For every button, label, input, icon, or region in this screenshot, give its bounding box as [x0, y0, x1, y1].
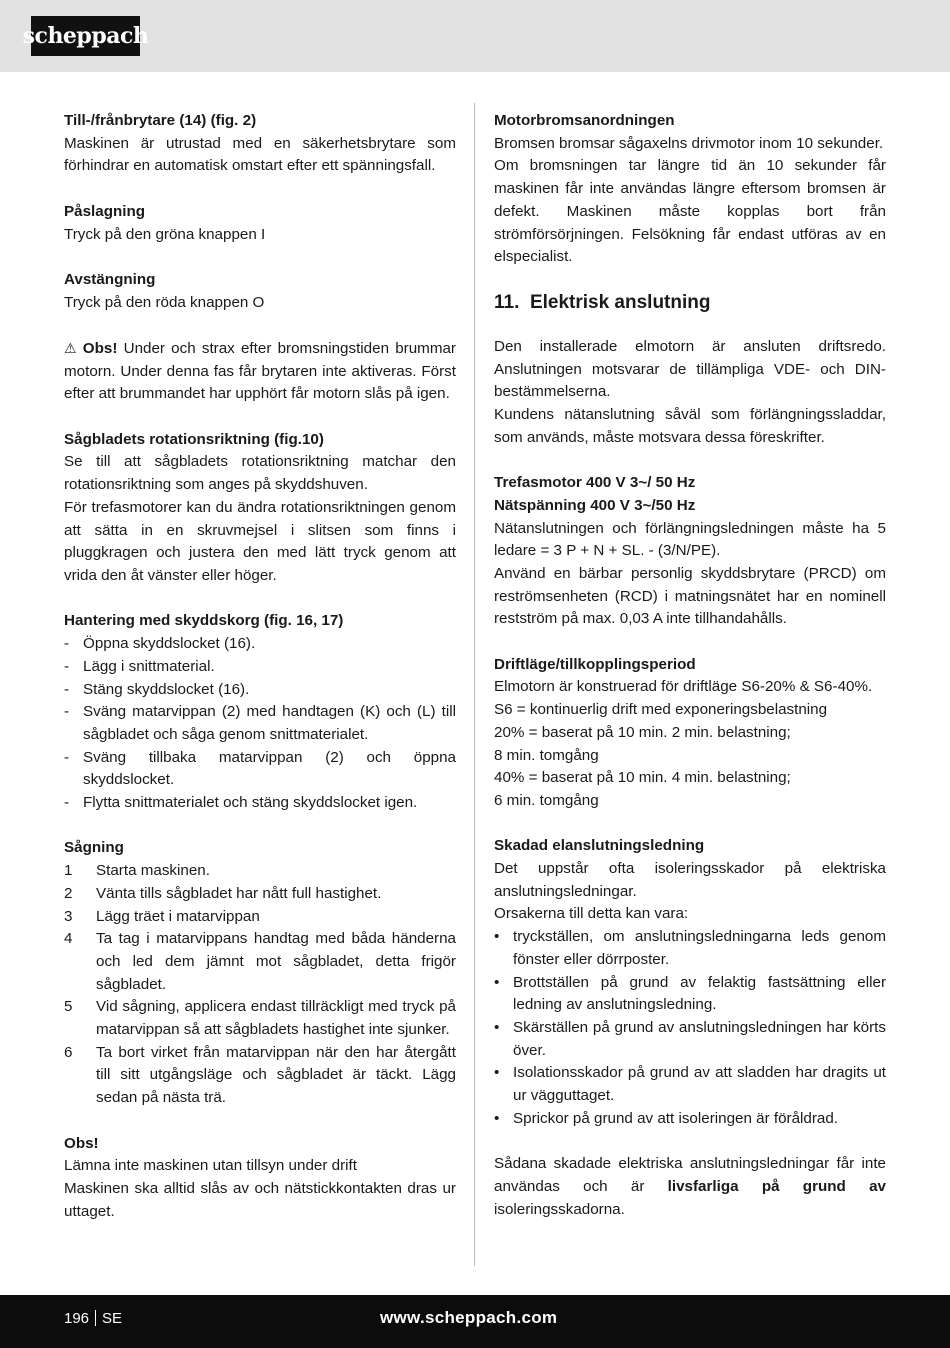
rotation-text-2: För trefasmotorer kan du ändra rotationsriktningen genom att sätta in en skruvmejsel i slitsen som finns i pluggkragen och justera den med lätt tryck genom att vrida den åt vänster eller höger. [64, 498, 456, 584]
list-item: 2 Vänta tills sågbladet har nått full hastighet. [64, 884, 382, 902]
duty-line: 8 min. tomgång [494, 746, 599, 764]
list-item: - Sväng tillbaka matarvippan (2) och öppna skyddslocket. [64, 748, 456, 789]
footer-bar [0, 1295, 950, 1348]
damage-text-2: Orsakerna till detta kan vara: [494, 905, 689, 923]
saw-heading: Sågning [64, 839, 124, 857]
on-text: Tryck på den gröna knappen I [64, 225, 266, 243]
brake-text-2: Om bromsningen tar längre tid än 10 sekunder får maskinen får inte användas längre eftersom bromsen är defekt. Maskinen måste kopplas bort från strömförsörjningen. Felsökning får endast utföras av en elspecialist. [494, 157, 886, 266]
list-item: 3 Lägg träet i matarvippan [64, 907, 260, 925]
scheppach-logo: scheppach [31, 16, 140, 56]
elec-text-2: Kundens nätanslutning såväl som förlängningssladdar, som används, måste motsvara dessa föreskrifter. [494, 406, 886, 446]
bullet-icon: • [494, 1109, 500, 1127]
section-title [494, 290, 886, 316]
note-text-2: Maskinen ska alltid slås av och nätstickkontakten dras ur uttaget. [64, 1179, 456, 1220]
list-item: • Sprickor på grund av att isoleringen är föråldrad. [494, 1108, 886, 1131]
left-column [64, 110, 456, 1223]
rotation-text-1: Se till att sågbladets rotationsriktning matchar den rotationsriktning som anges på skyddshuven. [64, 453, 456, 494]
section-number: 11. [494, 291, 520, 313]
language-code: SE [102, 1310, 123, 1327]
three-phase-heading: Trefasmotor 400 V 3~/ 50 Hz [494, 474, 696, 492]
duty-line: 40% = baserat på 10 min. 4 min. belastning; [494, 769, 791, 787]
list-item: 4 Ta tag i matarvippans handtag med båda händerna och led dem jämnt mot sågbladet, detta frigör sågbladet. [64, 930, 456, 993]
off-heading: Avstängning [64, 270, 156, 288]
duty-line: S6 = kontinuerlig drift med exponeringsbelastning [494, 701, 828, 719]
warning-paragraph [64, 337, 456, 406]
list-item: - Lägg i snittmaterial. [64, 657, 215, 675]
page-number: 196 SE [64, 1310, 123, 1327]
note-text-1: Lämna inte maskinen utan tillsyn under drift [64, 1157, 357, 1175]
list-item: • Isolationsskador på grund av att sladden har dragits ut ur vägguttaget. [494, 1064, 886, 1105]
elec-text-1: Den installerade elmotorn är ansluten driftsredo. Anslutningen motsvarar de tillämpliga VDE- och DIN-bestämmelserna. [494, 337, 886, 401]
damage-heading: Skadad elanslutningsledning [494, 837, 705, 855]
note-heading: Obs! [64, 1134, 99, 1152]
duty-line: Elmotorn är konstruerad för driftläge S6-20% & S6-40%. [494, 678, 873, 696]
bullet-icon: • [494, 1064, 500, 1082]
damage-text-1: Det uppstår ofta isoleringsskador på elektriska anslutningsledningar. [494, 860, 886, 900]
right-column [494, 110, 886, 1221]
list-item: • Brottställen på grund av felaktig fastsättning eller ledning av anslutningsledning. [494, 973, 886, 1014]
on-heading: Påslagning [64, 202, 146, 220]
three-phase-text-2: Använd en bärbar personlig skyddsbrytare (PRCD) om reströmsenheten (RCD) i matningsnätet har en nominell restström på max. 0,03 A inte tillhandahålls. [494, 564, 886, 628]
section-title-text: Elektrisk anslutning [529, 291, 711, 313]
list-item: • Skärställen på grund av anslutningsledningen har körts över. [494, 1018, 886, 1059]
voltage-heading: Nätspänning 400 V 3~/50 Hz [494, 496, 696, 514]
list-item: - Öppna skyddslocket (16). [64, 635, 256, 653]
list-item: 1 Starta maskinen. [64, 862, 210, 880]
rotation-heading: Sågbladets rotationsriktning (fig.10) [64, 430, 324, 448]
switch-heading: Till-/frånbrytare (14) (fig. 2) [64, 112, 257, 129]
off-text: Tryck på den röda knappen O [64, 293, 265, 311]
bullet-icon: • [494, 973, 500, 991]
duty-heading: Driftläge/tillkopplingsperiod [494, 655, 696, 673]
warning-triangle-icon: ⚠ [64, 339, 77, 356]
header-bar [0, 0, 950, 72]
duty-line: 20% = baserat på 10 min. 2 min. belastning; [494, 723, 791, 741]
three-phase-text-1: Nätanslutningen och förlängningsledningen måste ha 5 ledare = 3 P + N + SL. - (3/N/PE). [494, 519, 886, 560]
list-item: - Stäng skyddslocket (16). [64, 680, 250, 698]
bullet-icon: • [494, 1018, 500, 1036]
list-item: - Flytta snittmaterialet och stäng skyddslocket igen. [64, 794, 418, 812]
duty-line: 6 min. tomgång [494, 791, 599, 809]
website-url: www.scheppach.com [380, 1308, 558, 1327]
column-divider [474, 103, 475, 1266]
list-item: 5 Vid sågning, applicera endast tillräckligt med tryck på matarvippan så att sågbladets hastighet inte sjunker. [64, 998, 456, 1039]
brake-text-1: Bromsen bromsar sågaxelns drivmotor inom 10 sekunder. [494, 134, 884, 152]
switch-text: Maskinen är utrustad med en säkerhetsbrytare som förhindrar en automatisk omstart efter ett spänningsfall. [64, 134, 456, 175]
final-paragraph: Sådana skadade elektriska anslutningsledningar får inte användas och är livsfarliga på grund av isoleringsskadorna. [494, 1155, 886, 1218]
list-item: • tryckställen, om anslutningsledningarna leds genom fönster eller dörrposter. [494, 928, 886, 968]
list-item: - Sväng matarvippan (2) med handtagen (K) och (L) till sågbladet och såga genom snittmaterialet. [64, 703, 456, 743]
brake-heading: Motorbromsanordningen [494, 112, 675, 129]
guard-heading: Hantering med skyddskorg (fig. 16, 17) [64, 612, 344, 630]
warning-label: Obs! [82, 339, 118, 357]
list-item: 6 Ta bort virket från matarvippan när den har återgått till sitt utgångsläge och sågbladet är täckt. Lägg sedan på nästa trä. [64, 1043, 456, 1107]
bullet-icon: • [494, 928, 500, 946]
warning-text: Under och strax efter bromsningstiden brummar motorn. Under denna fas får brytaren inte aktiveras. Först efter att brummandet har upphört får motorn slås på igen. [64, 339, 456, 403]
